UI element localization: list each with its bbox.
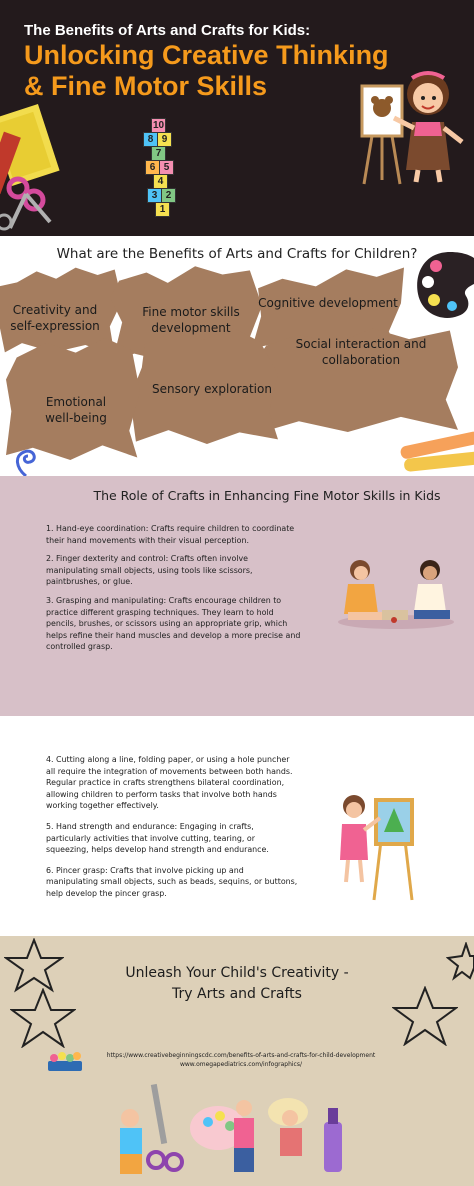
header-banner bbox=[0, 0, 474, 236]
benefit-label: Cognitive development bbox=[258, 296, 398, 310]
middle-point: 6. Pincer grasp: Crafts that involve picking up and manipulating small objects, such as beads, sequins, or buttons, help develop the pincer grasp. bbox=[46, 865, 298, 898]
hopscotch-cell: 8 bbox=[143, 132, 158, 147]
role-section bbox=[0, 476, 474, 716]
benefit-label: Creativity and self-expression bbox=[10, 303, 100, 333]
cta-line-1: Unleash Your Child's Creativity - bbox=[125, 965, 349, 981]
middle-points bbox=[46, 754, 298, 909]
hopscotch-cell: 5 bbox=[159, 160, 174, 175]
call-to-action bbox=[0, 963, 474, 1005]
palette-icon bbox=[414, 250, 474, 324]
benefit-label: Fine motor skills development bbox=[142, 305, 240, 335]
benefits-section bbox=[0, 236, 474, 476]
middle-section bbox=[0, 716, 474, 936]
girl-at-easel-illustration bbox=[334, 792, 418, 902]
hopscotch-cell: 6 bbox=[145, 160, 160, 175]
benefit-label: Emotional well-being bbox=[45, 395, 107, 425]
cta-line-2: Try Arts and Crafts bbox=[172, 986, 302, 1002]
popsicle-sticks-illustration bbox=[394, 426, 474, 476]
hopscotch-cell: 10 bbox=[152, 120, 165, 131]
source-link-2[interactable]: www.omegapediatrics.com/infographics/ bbox=[179, 1061, 302, 1068]
role-point: 1. Hand-eye coordination: Crafts require children to coordinate their hand movements with their visual perception. bbox=[46, 524, 295, 545]
hopscotch-cell: 2 bbox=[161, 188, 176, 203]
middle-point: 5. Hand strength and endurance: Engaging in crafts, particularly activities that involve cutting, tearing, or squeezing, helps develop hand strength and endurance. bbox=[46, 821, 269, 855]
source-links bbox=[86, 1051, 396, 1069]
benefit-label: Sensory exploration bbox=[152, 382, 272, 396]
benefits-heading: What are the Benefits of Arts and Crafts for Children? bbox=[56, 246, 418, 262]
main-title bbox=[24, 40, 414, 102]
footer-section bbox=[0, 936, 474, 1186]
main-title-line-1: Unlocking Creative Thinking bbox=[24, 40, 389, 70]
role-point: 2. Finger dexterity and control: Crafts often involve manipulating small objects, using tools like scissors, paintbrushes, or glue. bbox=[46, 554, 253, 587]
benefit-label: Social interaction and collaboration bbox=[295, 337, 427, 367]
hopscotch-cell: 1 bbox=[155, 202, 170, 217]
hopscotch-cell: 9 bbox=[157, 132, 172, 147]
role-heading: The Role of Crafts in Enhancing Fine Motor Skills in Kids bbox=[93, 488, 441, 503]
role-point: 3. Grasping and manipulating: Crafts encourage children to practice different grasping techniques. They learn to hold pencils, brushes, or scissors using an appropriate grip, which helps refine their hand muscles and develop a more precise and controlled grasp. bbox=[46, 595, 301, 652]
source-link-1[interactable]: https://www.creativebeginningscdc.com/benefits-of-arts-and-crafts-for-child-development bbox=[106, 1052, 376, 1059]
hopscotch-cell: 3 bbox=[147, 188, 162, 203]
role-points bbox=[46, 523, 302, 660]
hopscotch-cell: 7 bbox=[151, 146, 166, 161]
art-supplies-kids-illustration bbox=[110, 1078, 370, 1186]
kids-crafting-illustration bbox=[334, 556, 458, 632]
main-title-line-2: & Fine Motor Skills bbox=[24, 71, 268, 101]
logo bbox=[48, 1051, 82, 1073]
swirl-icon bbox=[6, 442, 46, 476]
pre-title: The Benefits of Arts and Crafts for Kids: bbox=[24, 22, 311, 39]
middle-point: 4. Cutting along a line, folding paper, or using a hole puncher all require the integration of movements between both hands. Regular practice in crafts strengthens bilateral coordination, allowing children to perform tasks that involve both hands working together effectively. bbox=[46, 755, 293, 811]
notebook-scissors-illustration bbox=[0, 100, 60, 236]
girl-painting-illustration bbox=[358, 66, 470, 186]
hopscotch-cell: 4 bbox=[153, 174, 168, 189]
